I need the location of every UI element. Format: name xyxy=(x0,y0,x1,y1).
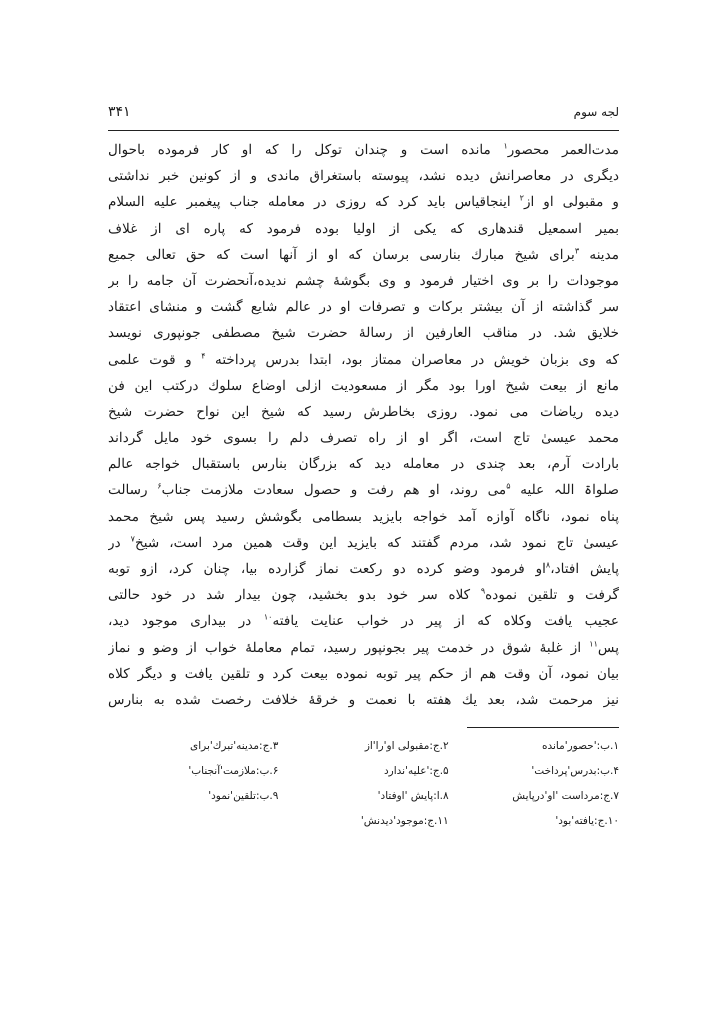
text-line: پایش افتاد،$^۸$او فرمود وضو کرده دو رکعت نماز گزارده بیا، چنان کرد، ازو توبه xyxy=(108,560,619,577)
text-line: موجودات را بر وی اختیار فرمود و وی بگوشهٔ چشم ندیده،آنحضرت آن جامه را بر xyxy=(108,272,619,289)
footnote-item xyxy=(108,809,278,834)
footnote-item: ۲.ج:مقبولی او'را'از xyxy=(364,740,449,753)
footnote-row xyxy=(108,784,619,809)
text-line: خلایق شد. در مناقب العارفین از رسالهٔ حضرت شیخ مصطفی جونپوری نویسد xyxy=(108,325,619,342)
header-rule xyxy=(108,130,619,131)
text-line: پس$^{۱۱}$ از غلبهٔ شوق در خدمت پیر بجونپور رسید، تمام معاملهٔ خواب از وضو و نماز xyxy=(108,639,619,656)
text-line: مدینه $^۳$برای شیخ مبارك بنارسی برسان که او از آنها است که حق تعالی جمیع xyxy=(108,246,619,263)
book-page xyxy=(108,104,619,834)
text-line: محمد عیسیٰ تاج است، اگر او از راه تصرف دلم را بسوی خود مایل گرداند xyxy=(108,430,619,447)
footnote-row xyxy=(108,809,619,834)
footnote-item: ۹.ب:تلقین'نمود' xyxy=(208,790,279,803)
running-title: لجه سوم xyxy=(573,105,619,119)
body-text xyxy=(108,137,619,713)
text-line: بیان نمود، آن وقت هم از حکم پیر توبه نموده بیعت کرد و تلقین یافت و دیگر کلاه xyxy=(108,665,619,682)
text-line: دیده ریاضات می نمود. روزی بخاطرش رسید که شیخ این نواح حضرت شیخ xyxy=(108,403,619,420)
footnote-item: ۵.ج:'علیه'ندارد xyxy=(383,765,449,778)
text-line: صلواۃ اللہ علیه $^۵$می روند، او هم رفت و حصول سعادت ملازمت جناب$^۶$ رسالت xyxy=(108,481,619,499)
text-line: پناه نمود، ناگاه آوازه آمد خواجه بایزید بسطامی بگوشش رسید پس شیخ محمد xyxy=(108,508,619,525)
footnote-item: ۱۱.ج:موجود'دیدنش' xyxy=(360,815,449,828)
text-line: گرفت و تلقین نموده$^۹$ کلاه سر خود بدو بخشید، چون بیدار شد در خود حالتی xyxy=(108,586,619,604)
text-line: بمیر اسمعیل قندهاری که یکی از اولیا بوده فرمود که پاره ای از غلاف xyxy=(108,220,619,237)
footnote-item: ۴.ب:بدرس'پرداخت' xyxy=(531,765,619,778)
text-line: عیسیٰ تاج نمود شد، مردم گفتند که بایزید این وقت همین مرد است، شیخ$^۷$ در xyxy=(108,534,619,551)
text-line: عجیب یافت وکلاه که از پیر در خواب عنایت یافته$^{۱۰}$ در بیداری موجود دید، xyxy=(108,612,619,630)
footnote-separator xyxy=(467,727,619,728)
footnote-row xyxy=(108,759,619,784)
text-line: مانع از بیعت شیخ اورا بود مگر از مسعودیت ازلی اوضاع سلوك درکتب این فن xyxy=(108,377,619,394)
text-line: سر گذاشته از آن بیشتر برکات و تصرفات او در عالم شایع گشت و منشای اعتقاد xyxy=(108,299,619,316)
text-line: که وی بزبان خویش در معاصران ممتاز بود، ابتدا بدرس پرداخته $^۴$ و قوت علمی xyxy=(108,350,619,368)
page-header xyxy=(108,104,619,130)
text-line: دیگری در معاصرانش دیده نشد، پیوسته باستغراق ماندی و از کونین خبر نداشتی xyxy=(108,168,619,185)
footnote-item: ۶.ب:ملازمت'آنجناب' xyxy=(188,765,279,778)
footnote-row xyxy=(108,734,619,759)
footnote-item: ۳.ج:مدینه'تبرك'برای xyxy=(190,740,279,753)
footnote-item: ۱۰.ج:یافته'بود' xyxy=(555,815,619,828)
text-line: نیز مرحمت شد، بعد یك هفته با نعمت و خرقهٔ خلافت رخصت شده به بنارس xyxy=(108,691,619,708)
footnote-item: ۸.ا:پایش 'اوفتاد' xyxy=(377,790,449,803)
text-line: مدت‌العمر محصور$^۱$ مانده است و چندان توکل را که او کار فرموده باحوال xyxy=(108,141,619,158)
footnotes xyxy=(108,734,619,834)
text-line: بارادت آرم، بعد چندی در معامله دید که بزرگان بنارس باستقبال خواجه عالم xyxy=(108,456,619,473)
page-number: ۳۴۱ xyxy=(108,104,131,120)
footnote-item: ۱.ب:'حصور'مانده xyxy=(541,740,619,753)
footnote-item: ۷.ج:مرداست 'او'درپایش xyxy=(512,790,619,803)
text-line: و مقبولی او از$^۲$ اینجاقیاس باید کرد که روزی در معامله جناب پیغمبر علیه السلام xyxy=(108,193,619,211)
